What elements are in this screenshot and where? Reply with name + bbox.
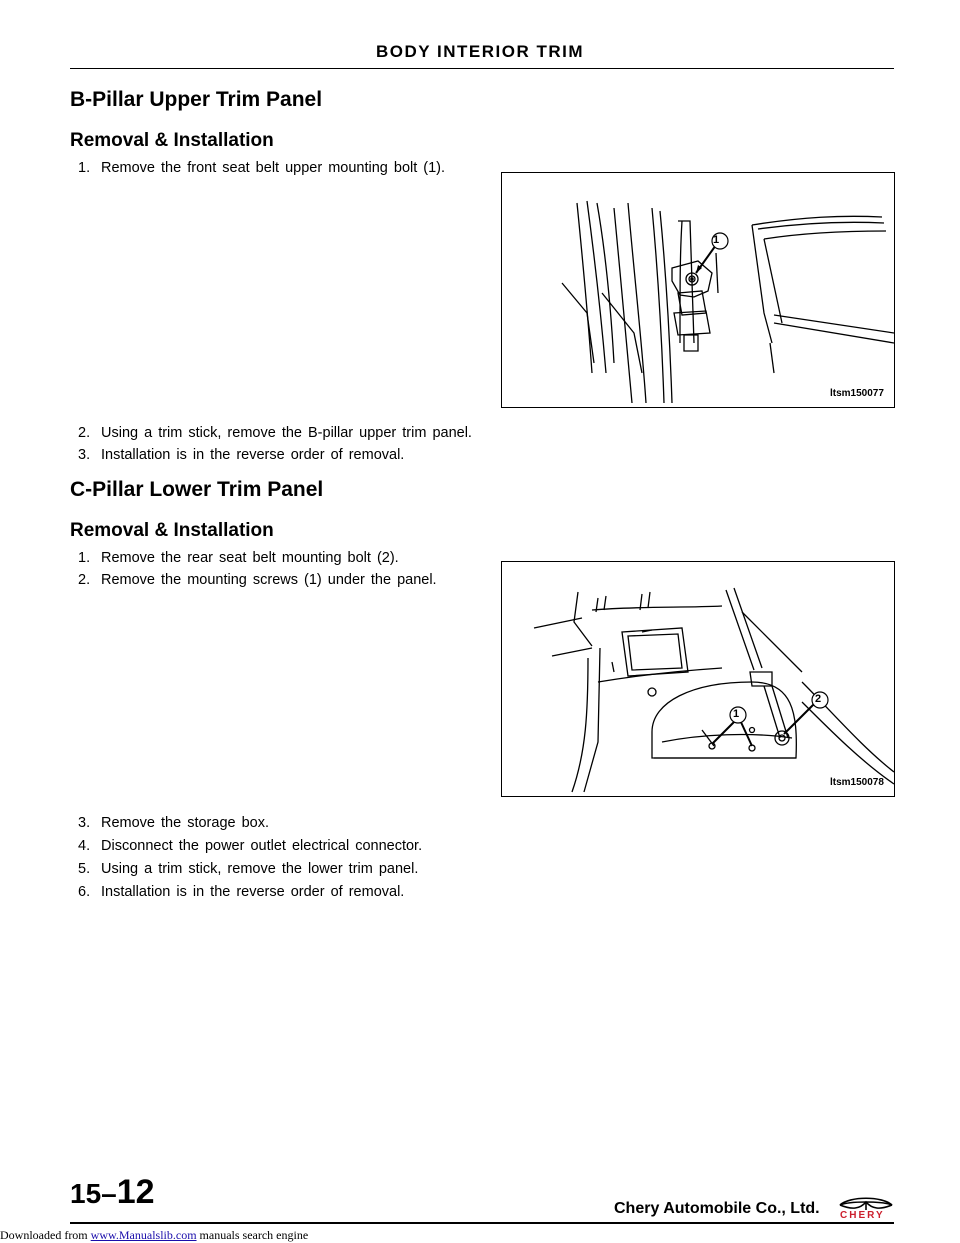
figure-c-pillar bbox=[501, 561, 895, 797]
company-name: Chery Automobile Co., Ltd. bbox=[614, 1200, 820, 1217]
footer-divider bbox=[70, 1222, 894, 1224]
figure-id: ltsm150077 bbox=[830, 388, 884, 399]
step-item: 1. Remove the rear seat belt mounting bolt (2). bbox=[78, 550, 399, 566]
figure-id: ltsm150078 bbox=[830, 777, 884, 788]
section-subtitle-b-pillar: Removal & Installation bbox=[70, 130, 274, 151]
step-item: 1. Remove the front seat belt upper mounting bolt (1). bbox=[78, 160, 446, 176]
step-item: 3. Installation is in the reverse order of removal. bbox=[78, 447, 405, 463]
step-item: 5. Using a trim stick, remove the lower trim panel. bbox=[78, 861, 419, 877]
download-notice: Downloaded from www.Manualslib.com manuals search engine bbox=[0, 1228, 309, 1242]
section-subtitle-c-pillar: Removal & Installation bbox=[70, 520, 274, 541]
callout-1: 1 bbox=[733, 708, 740, 720]
section-title-b-pillar: B-Pillar Upper Trim Panel bbox=[70, 88, 323, 111]
step-item: 4. Disconnect the power outlet electrical connector. bbox=[78, 838, 423, 854]
callout-2: 2 bbox=[815, 693, 822, 705]
callout-1: 1 bbox=[713, 234, 720, 246]
c-pillar-illustration bbox=[502, 562, 894, 796]
step-item: 3. Remove the storage box. bbox=[78, 815, 270, 831]
page-header-title: BODY INTERIOR TRIM bbox=[375, 42, 585, 61]
figure-b-pillar bbox=[501, 172, 895, 408]
manualslib-link[interactable]: www.Manualslib.com bbox=[90, 1228, 197, 1242]
b-pillar-illustration bbox=[502, 173, 894, 407]
chery-logo bbox=[836, 1196, 896, 1222]
section-title-c-pillar: C-Pillar Lower Trim Panel bbox=[70, 478, 324, 501]
logo-text: CHERY bbox=[840, 1210, 885, 1221]
step-item: 6. Installation is in the reverse order of removal. bbox=[78, 884, 405, 900]
step-item: 2. Using a trim stick, remove the B-pillar upper trim panel. bbox=[78, 425, 472, 441]
page-number: 15–12 bbox=[70, 1173, 155, 1211]
header-divider bbox=[70, 68, 894, 69]
step-item: 2. Remove the mounting screws (1) under the panel. bbox=[78, 572, 437, 588]
